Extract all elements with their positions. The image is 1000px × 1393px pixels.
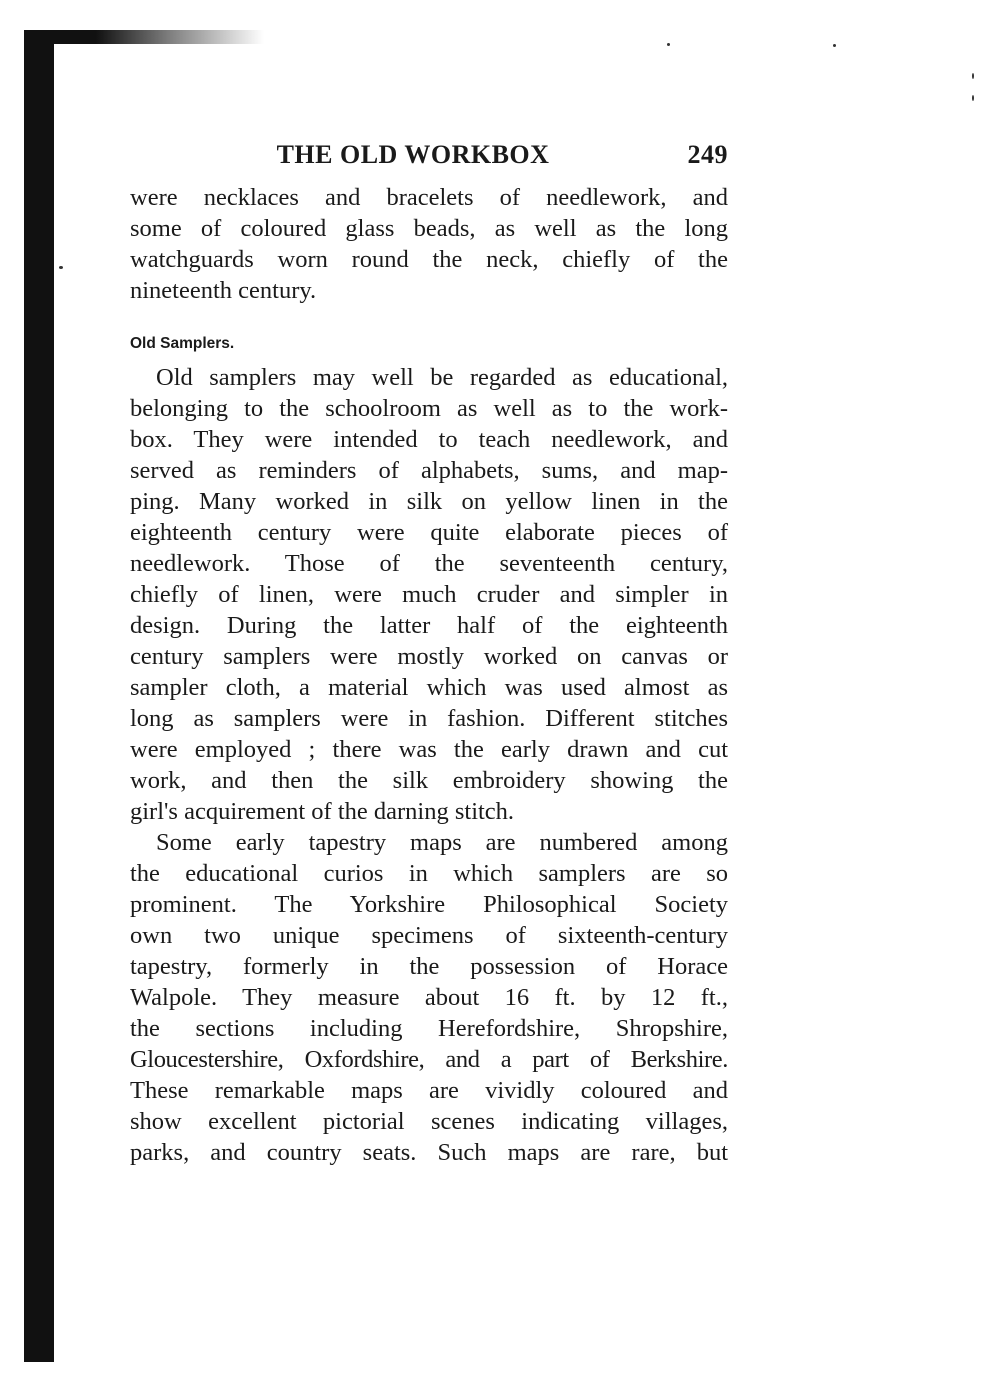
text-line: Old samplers may well be regarded as educational, <box>156 364 728 391</box>
scan-speck <box>972 73 974 79</box>
text-line: own two unique specimens of sixteenth-century <box>130 922 728 949</box>
text-line: some of coloured glass beads, as well as the long <box>130 215 728 242</box>
text-line: sampler cloth, a material which was used almost as <box>130 674 728 701</box>
scan-speck <box>59 266 63 269</box>
binding-curve <box>54 44 94 84</box>
paragraph-continued <box>130 182 728 306</box>
paragraph-samplers <box>130 362 728 827</box>
text-line: show excellent pictorial scenes indicating villages, <box>130 1108 728 1135</box>
text-line: Some early tapestry maps are numbered among <box>156 829 728 856</box>
text-line: ping. Many worked in silk on yellow linen in the <box>130 488 728 515</box>
scan-speck <box>667 43 670 46</box>
text-line: prominent. The Yorkshire Philosophical Society <box>130 891 728 918</box>
text-line: were necklaces and bracelets of needlework, and <box>130 184 728 211</box>
running-title: THE OLD WORKBOX <box>276 140 550 169</box>
scan-speck <box>833 44 836 47</box>
text-line: were employed ; there was the early drawn and cut <box>130 736 728 763</box>
text-line: belonging to the schoolroom as well as to the work- <box>130 395 728 422</box>
text-line: These remarkable maps are vividly coloured and <box>130 1077 728 1104</box>
text-line: girl's acquirement of the darning stitch. <box>130 798 515 825</box>
section-heading: Old Samplers. <box>130 335 235 352</box>
text-line: the educational curios in which samplers are so <box>130 860 728 887</box>
text-line: century samplers were mostly worked on canvas or <box>130 643 728 670</box>
text-line: nineteenth century. <box>130 277 317 304</box>
page-binding-shadow <box>24 30 54 1362</box>
text-line: served as reminders of alphabets, sums, and map- <box>130 457 728 484</box>
text-line: box. They were intended to teach needlework, and <box>130 426 728 453</box>
text-line: eighteenth century were quite elaborate pieces of <box>130 519 728 546</box>
text-line: design. During the latter half of the eighteenth <box>130 612 728 639</box>
paragraph-tapestry-maps <box>130 827 728 1168</box>
text-line: needlework. Those of the seventeenth century, <box>130 550 728 577</box>
running-head <box>130 140 728 174</box>
scan-speck <box>972 95 974 101</box>
page-top-shadow <box>24 30 264 44</box>
page-number: 249 <box>687 140 728 169</box>
text-line: Gloucestershire, Oxfordshire, and a part of Berkshire. <box>130 1046 728 1073</box>
text-line: Walpole. They measure about 16 ft. by 12 ft., <box>130 984 728 1011</box>
text-line: the sections including Herefordshire, Shropshire, <box>130 1015 728 1042</box>
text-line: watchguards worn round the neck, chiefly of the <box>130 246 728 273</box>
book-page <box>130 140 728 1168</box>
text-line: chiefly of linen, were much cruder and simpler in <box>130 581 728 608</box>
text-line: long as samplers were in fashion. Different stitches <box>130 705 728 732</box>
text-line: parks, and country seats. Such maps are rare, but <box>130 1139 728 1166</box>
text-line: tapestry, formerly in the possession of Horace <box>130 953 728 980</box>
text-line: work, and then the silk embroidery showing the <box>130 767 728 794</box>
